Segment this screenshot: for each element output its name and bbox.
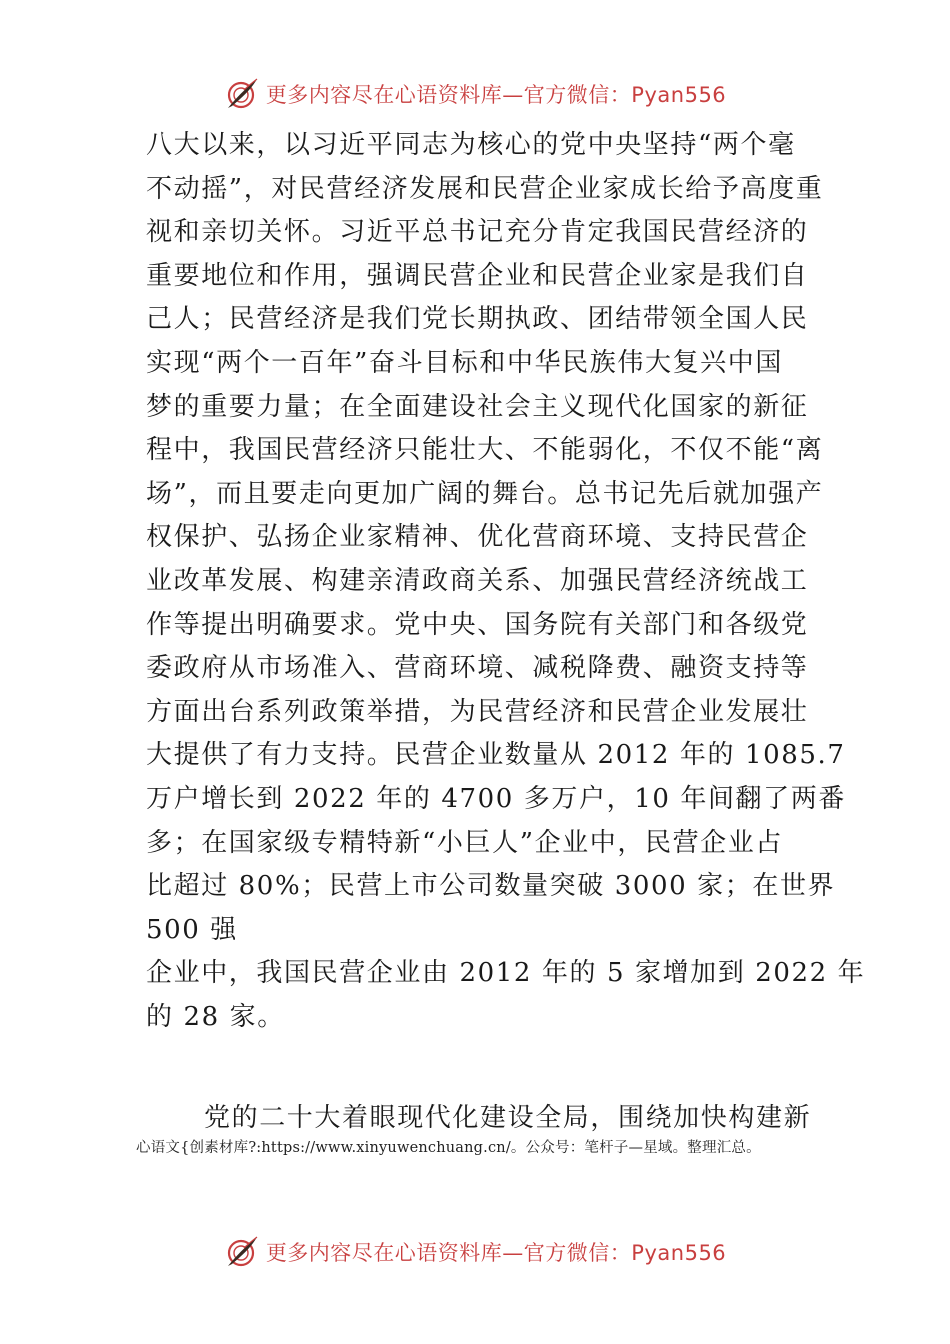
text-line: 党的二十大着眼现代化建设全局，围绕加快构建新 — [204, 1103, 812, 1133]
banner-text: 更多内容尽在心语资料库—官方微信：Pyan556 — [265, 83, 727, 107]
text-line: 作等提出明确要求。党中央、国务院有关部门和各级党 — [146, 609, 809, 640]
text-line: 己人；民营经济是我们党长期执政、团结带领全国人民 — [146, 304, 809, 335]
text-line: 的 28 家。 — [146, 1001, 285, 1032]
text-line: 实现“两个一百年”奋斗目标和中华民族伟大复兴中国 — [146, 347, 783, 378]
text-line: 梦的重要力量；在全面建设社会主义现代化国家的新征 — [146, 391, 809, 422]
text-line: 500 强 — [146, 914, 238, 945]
quill-circle-logo-icon — [224, 76, 260, 112]
text-line: 重要地位和作用，强调民营企业和民营企业家是我们自 — [146, 260, 809, 291]
text-line: 委政府从市场准入、营商环境、减税降费、融资支持等 — [146, 653, 809, 684]
text-line: 大提供了有力支持。民营企业数量从 2012 年的 1085.7 — [146, 740, 846, 771]
second-paragraph — [146, 1098, 826, 1138]
text-line: 比超过 80%；民营上市公司数量突破 3000 家；在世界 — [146, 871, 836, 902]
source-note: 心语文{创素材库?:https://www.xinyuwenchuang.cn/。公众号：笔杆子—星域。整理汇总。 — [136, 1140, 761, 1156]
header-banner — [0, 70, 950, 118]
text-line: 场”，而且要走向更加广阔的舞台。总书记先后就加强产 — [146, 478, 824, 509]
banner-text: 更多内容尽在心语资料库—官方微信：Pyan556 — [265, 1241, 727, 1265]
text-line: 多；在国家级专精特新“小巨人”企业中，民营企业占 — [146, 827, 783, 858]
text-line: 企业中，我国民营企业由 2012 年的 5 家增加到 2022 年 — [146, 958, 866, 989]
quill-circle-logo-icon — [224, 1234, 260, 1270]
main-paragraph — [146, 124, 866, 1039]
text-line: 程中，我国民营经济只能壮大、不能弱化，不仅不能“离 — [146, 435, 824, 466]
text-line: 方面出台系列政策举措，为民营经济和民营企业发展壮 — [146, 696, 809, 727]
text-line: 八大以来，以习近平同志为核心的党中央坚持“两个毫 — [146, 130, 796, 160]
text-line: 万户增长到 2022 年的 4700 多万户，10 年间翻了两番 — [146, 783, 846, 814]
text-line: 不动摇”，对民营经济发展和民营企业家成长给予高度重 — [146, 173, 824, 204]
text-line: 业改革发展、构建亲清政商关系、加强民营经济统战工 — [146, 565, 809, 596]
footer-banner — [0, 1228, 950, 1276]
text-line: 视和亲切关怀。习近平总书记充分肯定我国民营经济的 — [146, 217, 809, 248]
text-line: 权保护、弘扬企业家精神、优化营商环境、支持民营企 — [146, 522, 809, 553]
